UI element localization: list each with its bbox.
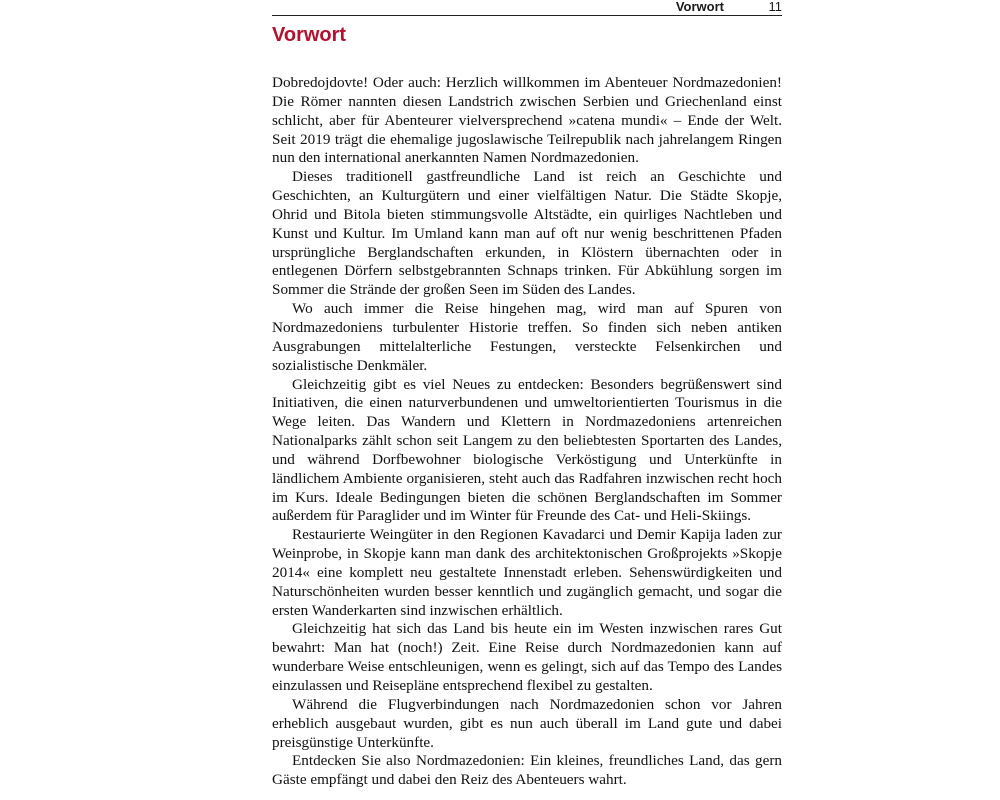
running-header [272,0,782,16]
paragraph-2: Dieses traditionell gastfreundliche Land ist reich an Geschichte und Geschichten, an Kulturgütern und einer vielfältigen Natur. Die Städte Skopje, Ohrid und Bitola bieten stimmungsvolle Altstädte, ein quirliges Nachtleben und Kunst und Kultur. Im Umland kann man auf oft nur wenig beschrittenen Pfaden ursprüngliche Berglandschaften erkunden, in Klöstern übernachten oder in entlegenen Dörfern selbstgebrannten Schnaps trinken. Für Abkühlung sorgen im Sommer die Strände der großen Seen im Süden des Landes. [272,168,782,299]
chapter-title: Vorwort [272,24,347,46]
body-text [272,74,782,790]
running-header-title: Vorwort [675,0,724,14]
paragraph-6: Gleichzeitig hat sich das Land bis heute ein im Westen inzwischen rares Gut bewahrt: Man hat (noch!) Zeit. Eine Reise durch Nordmazedonien kann auf wunderbare Weise entschleunigen, wenn es gelingt, sich auf das Tempo des Landes einzulassen und Reisepläne entsprechend flexibel zu gestalten. [272,620,782,694]
paragraph-4: Gleichzeitig gibt es viel Neues zu entdecken: Besonders begrüßenswert sind Initiativen, die einen naturverbundenen und umweltorientierten Tourismus in die Wege leiten. Das Wandern und Klettern in Nordmazedoniens artenreichen Nationalparks zählt schon seit Langem zu den beliebtesten Sportarten des Landes, und während Dorfbewohner biologische Verköstigung und Unterkünfte in ländlichem Ambiente organisieren, steht auch das Radfahren inzwischen recht hoch im Kurs. Ideale Bedingungen bieten die schönen Berglandschaften im Sommer außerdem für Paraglider und im Winter für Freunde des Cat- und Heli-Skiings. [272,375,782,525]
paragraph-5: Restaurierte Weingüter in den Regionen Kavadarci und Demir Kapija laden zur Weinprobe, in Skopje kann man dank des architektonischen Großprojekts »Skopje 2014« eine komplett neu gestaltete Innenstadt erleben. Sehenswürdigkeiten und Naturschönheiten wurden besser kenntlich und zugänglich gemacht, und sogar die ersten Wanderkarten sind inzwischen erhältlich. [272,526,782,619]
page-number: 11 [768,0,782,14]
paragraph-3: Wo auch immer die Reise hingehen mag, wird man auf Spuren von Nordmazedoniens turbulenter Historie treffen. So finden sich neben antiken Ausgrabungen mittelalterliche Festungen, versteckte Felsenkirchen und sozialistische Denkmäler. [272,300,782,374]
paragraph-8: Entdecken Sie also Nordmazedonien: Ein kleines, freundliches Land, das gern Gäste empfängt und dabei den Reiz des Abenteuers wahrt. [272,752,782,789]
paragraph-1: Dobredojdovte! Oder auch: Herzlich willkommen im Abenteuer Nordmazedonien! Die Römer nannten diesen Landstrich zwischen Serbien und Griechenland einst schlicht, aber für Abenteurer vielversprechend »catena mundi« – Ende der Welt. Seit 2019 trägt die ehemalige jugoslawische Teilrepublik nach jahrelangem Ringen nun den international anerkannten Namen Nordmazedonien. [272,74,782,167]
paragraph-7: Während die Flugverbindungen nach Nordmazedonien schon vor Jahren erheblich ausgebaut wurden, gibt es nun auch überall im Land gute und dabei preisgünstige Unterkünfte. [272,695,782,751]
